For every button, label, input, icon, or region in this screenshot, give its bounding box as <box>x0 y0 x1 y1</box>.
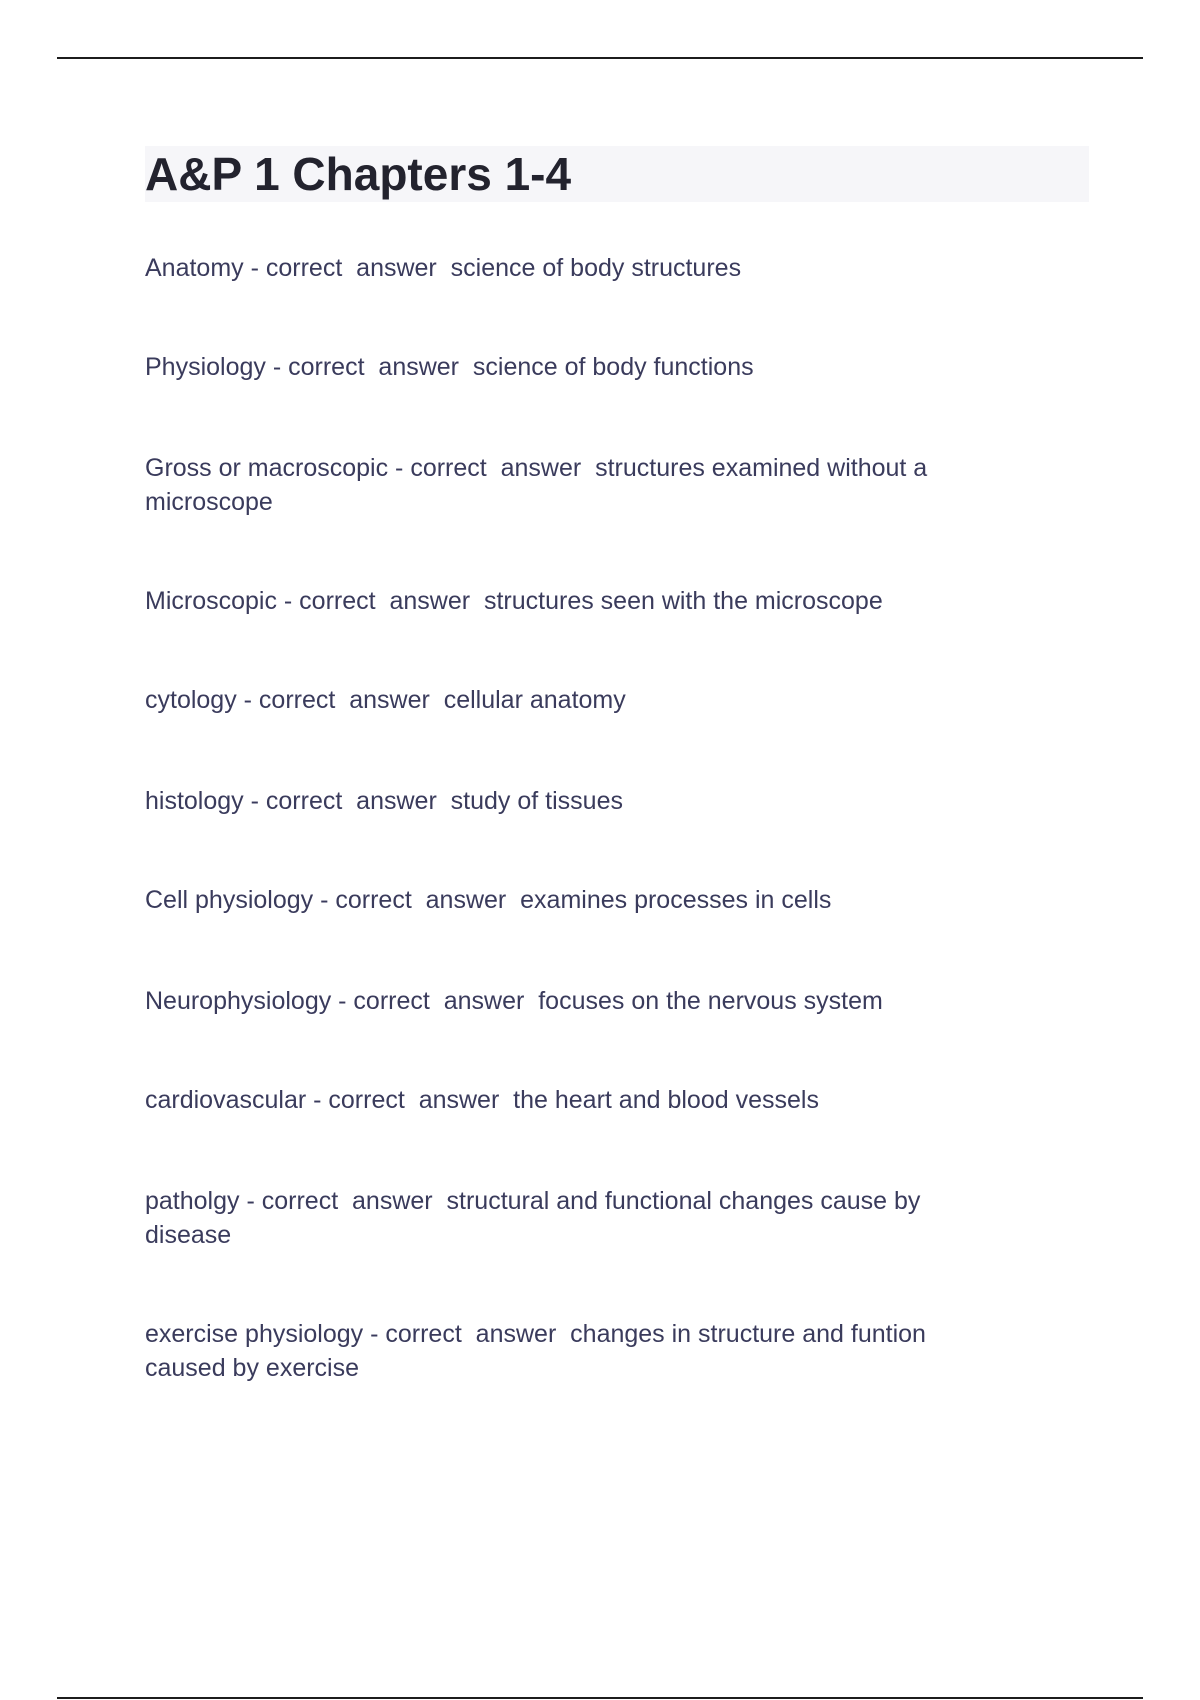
entry-exercise-physiology: exercise physiology - correct answer changes in structure and funtion caused by exercise <box>145 1320 926 1382</box>
entry-gross-macroscopic: Gross or macroscopic - correct answer structures examined without a microscope <box>145 454 928 516</box>
entry-pathology: patholgy - correct answer structural and functional changes cause by disease <box>145 1187 921 1249</box>
entry-cell-physiology: Cell physiology - correct answer examines processes in cells <box>145 886 832 914</box>
page-title: A&P 1 Chapters 1-4 <box>145 148 572 200</box>
top-rule <box>57 57 1143 59</box>
entry-cardiovascular: cardiovascular - correct answer the heart and blood vessels <box>145 1086 819 1114</box>
entry-neurophysiology: Neurophysiology - correct answer focuses on the nervous system <box>145 987 883 1015</box>
entry-histology: histology - correct answer study of tissues <box>145 787 623 815</box>
bottom-rule <box>57 1697 1143 1699</box>
entry-physiology: Physiology - correct answer science of body functions <box>145 353 754 381</box>
entry-microscopic: Microscopic - correct answer structures seen with the microscope <box>145 587 883 615</box>
entry-anatomy: Anatomy - correct answer science of body structures <box>145 254 742 282</box>
entry-cytology: cytology - correct answer cellular anatomy <box>145 686 626 714</box>
